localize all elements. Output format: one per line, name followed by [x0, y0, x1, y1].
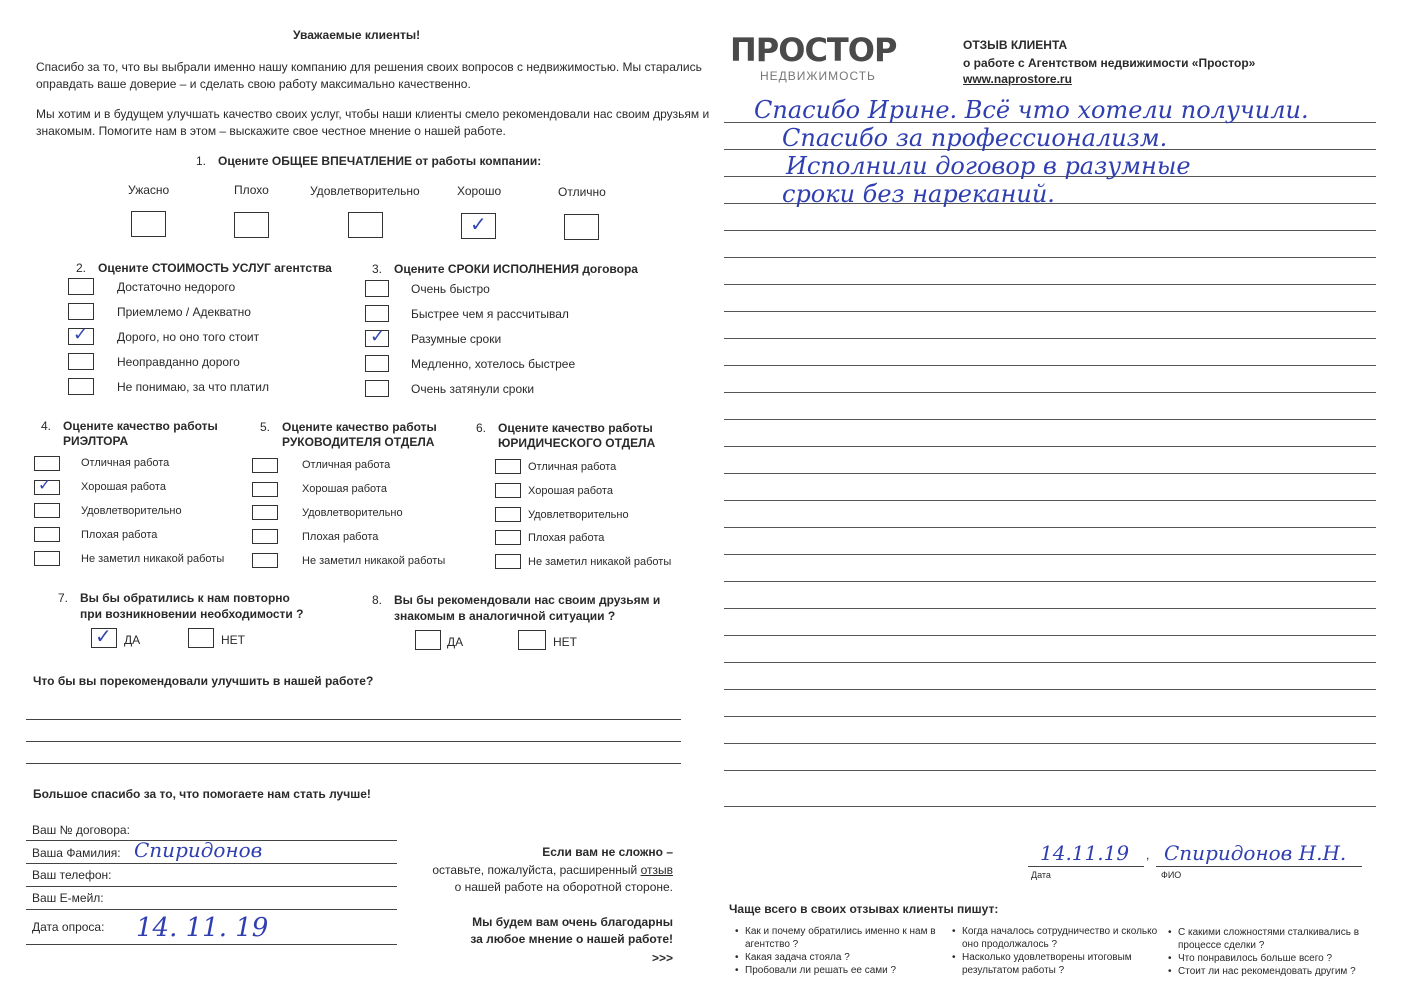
checkbox[interactable]: [365, 280, 389, 297]
option-label: Быстрее чем я рассчитывал: [411, 307, 569, 321]
rating-label: Отлично: [558, 185, 606, 199]
rating-label: Удовлетворительно: [310, 184, 420, 198]
signature-date: 14.11.19: [1040, 841, 1130, 865]
field-label-contract: Ваш № договора:: [32, 823, 130, 837]
option-label: Приемлемо / Адекватно: [117, 305, 251, 319]
rule-line: [724, 608, 1376, 609]
side-note: оставьте, пожалуйста, расширенный отзыв: [432, 863, 673, 877]
review-line: сроки без нареканий.: [782, 180, 1055, 208]
hint-item: • Стоит ли нас рекомендовать другим ?: [1178, 966, 1356, 977]
rule-line: [724, 689, 1376, 690]
rating-label: Плохо: [234, 183, 269, 197]
rule-line: [724, 338, 1376, 339]
question-8: знакомым в аналогичной ситуации ?: [394, 609, 616, 623]
option-label: Плохая работа: [528, 532, 605, 544]
checkbox-bad[interactable]: [234, 212, 269, 238]
checkbox[interactable]: [34, 527, 60, 542]
rule-line: [724, 446, 1376, 447]
question-4: Оцените качество работы: [63, 419, 218, 433]
rule-line: [724, 365, 1376, 366]
option-label: Отличная работа: [528, 461, 617, 473]
check-mark-icon: ✓: [470, 212, 487, 236]
hint-item: процессе сделки ?: [1178, 940, 1265, 951]
option-label: Не заметил никакой работы: [528, 556, 672, 568]
question-7: Вы бы обратились к нам повторно: [80, 591, 290, 605]
checkbox[interactable]: [252, 458, 278, 473]
checkbox-no[interactable]: [188, 628, 214, 648]
question-8: Вы бы рекомендовали нас своим друзьям и: [394, 593, 661, 607]
rule-line: [724, 635, 1376, 636]
checkbox[interactable]: [495, 483, 521, 498]
side-note: Если вам не сложно –: [542, 845, 673, 859]
question-5: РУКОВОДИТЕЛЯ ОТДЕЛА: [282, 435, 435, 449]
option-label: Хорошая работа: [81, 481, 166, 493]
checkbox[interactable]: [495, 459, 521, 474]
option-label: Удовлетворительно: [302, 507, 403, 519]
side-note: за любое мнение о нашей работе!: [470, 932, 673, 946]
question-number: 8.: [372, 593, 383, 607]
rule-line: [724, 662, 1376, 663]
field-label-email: Ваш Е-мейл:: [32, 891, 104, 905]
rule-line: [724, 743, 1376, 744]
date-value: 14. 11. 19: [136, 913, 269, 943]
rule-line: [724, 500, 1376, 501]
option-label: Не понимаю, за что платил: [117, 380, 270, 394]
question-number: 4.: [41, 419, 52, 433]
answer-line[interactable]: [26, 719, 681, 720]
option-label: ДА: [447, 635, 464, 649]
question-6: ЮРИДИЧЕСКОГО ОТДЕЛА: [498, 436, 656, 450]
question-number: 3.: [372, 262, 383, 276]
checkbox-terrible[interactable]: [131, 211, 166, 237]
option-label: Плохая работа: [302, 531, 379, 543]
hint-item: результатом работы ?: [962, 965, 1065, 976]
option-label: Не заметил никакой работы: [302, 555, 446, 567]
intro-text: знакомым. Помогите нам в этом – выскажите свое честное мнение о нашей работе.: [36, 124, 506, 138]
option-label: Медленно, хотелось быстрее: [411, 357, 576, 371]
option-label: Хорошая работа: [528, 485, 613, 497]
review-line: Спасибо за профессионализм.: [782, 124, 1168, 152]
question-number: 1.: [196, 154, 207, 168]
signature-name: Спиридонов Н.Н.: [1164, 841, 1347, 865]
checkbox-no[interactable]: [518, 630, 546, 650]
thanks-text: Большое спасибо за то, что помогаете нам стать лучше!: [33, 787, 371, 801]
header-subtitle: о работе с Агентством недвижимости «Простор»: [963, 56, 1256, 70]
email-field[interactable]: [26, 909, 397, 910]
rating-label: Ужасно: [128, 183, 170, 197]
checkbox[interactable]: [34, 456, 60, 471]
checkbox[interactable]: [252, 553, 278, 568]
question-7: при возникновении необходимости ?: [80, 607, 304, 621]
side-note: Мы будем вам очень благодарны: [472, 915, 673, 929]
rule-line: [724, 527, 1376, 528]
review-line: Исполнили договор в разумные: [786, 152, 1191, 180]
checkbox[interactable]: [68, 353, 94, 370]
rule-line: [724, 806, 1376, 807]
fio-label: ФИО: [1161, 870, 1182, 880]
field-label-surname: Ваша Фамилия:: [32, 846, 121, 860]
answer-line[interactable]: [26, 741, 681, 742]
option-label: Отличная работа: [302, 459, 391, 471]
check-mark-icon: ✓: [95, 624, 112, 648]
option-label: Хорошая работа: [302, 483, 387, 495]
arrows-icon: >>>: [651, 951, 673, 965]
question-number: 6.: [476, 421, 487, 435]
side-note: о нашей работе на оборотной стороне.: [454, 880, 673, 894]
checkbox[interactable]: [365, 305, 389, 322]
check-mark-icon: ✓: [38, 475, 52, 494]
intro-text: Спасибо за то, что вы выбрали именно нашу компанию для решения своих вопросов с недвижимостью. Мы старались: [36, 60, 702, 74]
checkbox[interactable]: [495, 507, 521, 522]
option-label: Очень затянули сроки: [411, 382, 535, 396]
option-label: Плохая работа: [81, 529, 158, 541]
logo-subtext: НЕДВИЖИМОСТЬ: [760, 69, 876, 83]
logo: [730, 31, 897, 83]
website-link[interactable]: www.naprostore.ru: [963, 72, 1072, 86]
checkbox[interactable]: [252, 529, 278, 544]
option-label: Удовлетворительно: [528, 509, 629, 521]
field-label-phone: Ваш телефон:: [32, 868, 112, 882]
logo-text: ПРОСТОР: [730, 31, 897, 69]
option-label: Очень быстро: [411, 282, 490, 296]
hint-item: • Когда началось сотрудничество и сколько: [962, 926, 1157, 937]
checkbox-yes[interactable]: [415, 630, 441, 650]
check-mark-icon: ✓: [370, 326, 386, 347]
separator-comma: ,: [1146, 848, 1150, 862]
question-number: 2.: [76, 261, 87, 275]
page-title: Уважаемые клиенты!: [293, 28, 421, 42]
rule-line: [724, 257, 1376, 258]
checkbox[interactable]: [68, 378, 94, 395]
rating-label: Хорошо: [457, 184, 502, 198]
checkbox[interactable]: [34, 551, 60, 566]
hint-item: • Насколько удовлетворены итоговым: [962, 952, 1132, 963]
rule-line: [724, 284, 1376, 285]
rule-line: [724, 473, 1376, 474]
question-3: Оцените СРОКИ ИСПОЛНЕНИЯ договора: [394, 262, 638, 276]
rule-line: [724, 581, 1376, 582]
option-label: Не заметил никакой работы: [81, 553, 225, 565]
intro-text: Мы хотим и в будущем улучшать качество своих услуг, чтобы наши клиенты смело рекомендовали нас своим друзьям и: [36, 107, 710, 121]
checkbox[interactable]: [68, 278, 94, 295]
surname-value: Спиридонов: [134, 838, 263, 862]
hint-item: • Какая задача стояла ?: [745, 952, 850, 963]
date-label: Дата: [1031, 870, 1051, 880]
rule-line: [724, 419, 1376, 420]
fio-field[interactable]: [1156, 866, 1362, 867]
surname-field[interactable]: [26, 863, 397, 864]
question-2: Оцените СТОИМОСТЬ УСЛУГ агентства: [98, 261, 332, 275]
rule-line: [724, 311, 1376, 312]
option-label: Достаточно недорого: [117, 280, 236, 294]
intro-text: оправдать ваше доверие – и сделать свою работу максимально качественно.: [36, 77, 471, 91]
hint-item: агентство ?: [745, 939, 799, 950]
option-label: НЕТ: [553, 635, 577, 649]
review-link[interactable]: отзыв: [640, 863, 673, 877]
checkbox-excellent[interactable]: [564, 214, 599, 240]
date-field[interactable]: [1028, 866, 1144, 867]
hints-title: Чаще всего в своих отзывах клиенты пишут:: [729, 902, 999, 916]
phone-field[interactable]: [26, 886, 397, 887]
question-number: 7.: [58, 591, 69, 605]
hint-item: • Как и почему обратились именно к нам в: [745, 926, 936, 937]
hint-item: • Что понравилось больше всего ?: [1178, 953, 1332, 964]
option-label: Неоправданно дорого: [117, 355, 240, 369]
header-title: ОТЗЫВ КЛИЕНТА: [963, 38, 1068, 52]
hint-item: оно продолжалось ?: [962, 939, 1058, 950]
option-label: Дорого, но оно того стоит: [117, 330, 260, 344]
rule-line: [724, 716, 1376, 717]
option-label: Удовлетворительно: [81, 505, 182, 517]
checkbox[interactable]: [68, 303, 94, 320]
rule-line: [724, 392, 1376, 393]
question-6: Оцените качество работы: [498, 421, 653, 435]
check-mark-icon: ✓: [73, 324, 89, 345]
question-number: 5.: [260, 420, 271, 434]
option-label: Разумные сроки: [411, 332, 502, 346]
rule-line: [724, 770, 1376, 771]
field-label-date: Дата опроса:: [32, 920, 105, 934]
checkbox[interactable]: [34, 503, 60, 518]
checkbox[interactable]: [252, 505, 278, 520]
checkbox[interactable]: [365, 380, 389, 397]
rule-line: [724, 554, 1376, 555]
checkbox[interactable]: [495, 530, 521, 545]
checkbox-satisfactory[interactable]: [348, 212, 383, 238]
rule-line: [724, 230, 1376, 231]
date-field[interactable]: [26, 944, 397, 945]
question-5: Оцените качество работы: [282, 420, 437, 434]
option-label: Отличная работа: [81, 457, 170, 469]
hint-item: • Пробовали ли решать ее сами ?: [745, 965, 896, 976]
improve-question: Что бы вы порекомендовали улучшить в нашей работе?: [33, 674, 374, 688]
checkbox[interactable]: [252, 482, 278, 497]
hint-item: • С какими сложностями сталкивались в: [1178, 927, 1359, 938]
answer-line[interactable]: [26, 763, 681, 764]
option-label: НЕТ: [221, 633, 245, 647]
checkbox[interactable]: [495, 554, 521, 569]
option-label: ДА: [124, 633, 141, 647]
question-1: Оцените ОБЩЕЕ ВПЕЧАТЛЕНИЕ от работы компании:: [218, 154, 542, 168]
review-line: Спасибо Ирине. Всё что хотели получили.: [754, 96, 1309, 124]
question-4: РИЭЛТОРА: [63, 434, 129, 448]
checkbox[interactable]: [365, 355, 389, 372]
